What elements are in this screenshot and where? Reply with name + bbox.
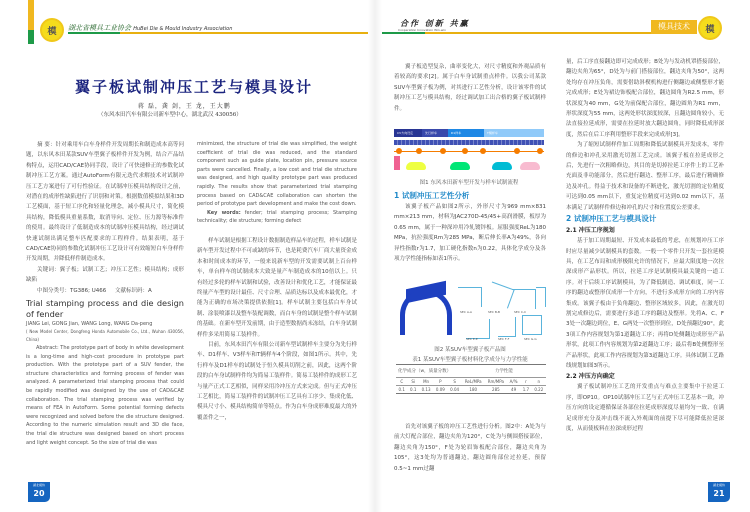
section-view (458, 287, 482, 307)
page-number-left: 湖北模协 20 (28, 482, 50, 502)
table-row: 0.1 0.1 0.13 0.09 0.04 180 285 49 1.7 0.22 (396, 386, 546, 394)
figure-2-fender-drawing (396, 283, 546, 341)
section-1-heading: 1 试制冲压工艺性分析 (394, 191, 470, 200)
header-rule-yellow-right (425, 32, 651, 34)
milestone-node (480, 148, 486, 154)
article-affiliation: （东风本田汽车有限公司新车型中心，湖北武汉 430056） (98, 112, 242, 118)
abstract-en-continued: minimized, the structure of trial die was simplified, the weight coefficient of trial die was reduced, and the standard component such as guide plate, location pin, pressure source parts were cancelled. Finally, a low cost and trial die structure was designed, and high quality prototype part was produced rapidly. The results show that parameterized trial stamping process based on CAD&CAE collaboration can shorten the period of prototype part development and make the cost down. (197, 141, 357, 208)
keywords-en: Key words: fender; trial stamping process; Stamping technicality; die structure; forming defect (197, 209, 357, 225)
slogan: 合作 创新 共赢 (400, 19, 470, 28)
association-logo-right: 模 (698, 16, 722, 40)
section-tag: 模具技术 (651, 20, 697, 34)
header-accent-bar-green (28, 30, 34, 44)
figure-2-caption: 图2 某SUV车型翼子板产品图 (434, 347, 506, 353)
intro-paragraph-1: 样车试制是根据工程设计数据制造样品车的过程，样车试制是新车型开发过程中不可或缺的环节，也是耗费汽车厂商大量资金成本和时间成本的环节，一般来说新车型的开发需要试制上百台样车，单台样车的试制成本大致是量产车制造成本的10倍以上。只有经过多轮的样车试制和试验，改善设计和优化工艺，才能保证最终量产车型的设计最佳、尺寸合理、品质达标以及成本最优化，才能为正确的市场决策提供依据[1]。样车试制主要包括白车身试制、涂装喷漆以及整车装配调数，而白车身的试制是整个样车试制的基础。在新车型开发前期，由于造型数据尚未冻结，白车身试制样件多采用简易工装样件。 (197, 237, 357, 338)
column-1 (26, 140, 184, 447)
header-rule-green (68, 32, 120, 34)
section-2-1-paragraph: 基于加工周期最短、开发成本最低的考虑，在规划冲压工序时应尽量减少试制模具的套数。一般一个零件只开发一套拉延模具，在工艺布局和成形极限允许的情况下，应最大限度地一次拉深成形产品形状。所以，拉延工序是试制模具最关键的一道工序。对于后续工序试制模具，为了降低制造、调试难度，同一工序的翻边或整形仅成形一个方向，不进行多成形方向的工序内容集成。该翼子板由于负角翻边、整形区域较多，因此，在激光切割完成修边后，需要进行多道工序的翻边及整形。先将A、C、F 3处一次翻边到位，E、G两处一次整形到位，D处预翻边90°，此3项工作内容规划为第1道翻边工序；再将D处侧翻边成形至产品形状，此项工作内容规划为第2道翻边工序；最后将B处侧整形至产品形状，此项工作内容规划为第3道翻边工序。具体试制工艺路线规划如图3所示。 (566, 238, 724, 369)
section-1 (394, 190, 546, 264)
table-header-row: C Si Mn P S ReL/MPa Rm/MPa A/% r n (396, 378, 546, 386)
table-group-header: 力学性能 (462, 365, 546, 378)
page-number-right: 湖北模协 21 (708, 482, 730, 502)
column-3 (394, 62, 546, 114)
association-name: 湖北省模具工业协会 HuBei Die & Mould Industry Association (68, 24, 233, 32)
milestone-node (416, 148, 422, 154)
header-rule-green-right (375, 32, 425, 34)
section-view (512, 289, 536, 309)
section-view (498, 317, 516, 337)
slogan-en: Cooperation Innovation Win-win (398, 28, 447, 32)
section-label: SEC E-E (466, 337, 478, 341)
car-icon-t (520, 162, 540, 170)
column-4 (566, 57, 724, 434)
section-label: SEC G-G (524, 337, 537, 341)
table-1-material-properties (396, 364, 546, 394)
phase-bar: T辆样车 (484, 129, 544, 137)
abstract-en: Abstract: The prototype part of body in white development is a long-time and high-cost procedure in prototype part production. With the prototype part of a SUV fender, the structure characteristics and forming process of fender was analyzed. A parameterized trial stamping process that could be rapidly modified was designed by the use of CAD&CAE collaboration. The trial stamping process was verified by means of FEA in AutoForm. Some potential forming defects were recognized and solved before the die structure designed. According to the numeric simulation result and 3D die face, the trial die structure was designed based on short process and light weight concept. So the size of trial die was (26, 345, 184, 446)
section-view (536, 287, 546, 307)
milestone-node (462, 148, 468, 154)
phase-bar: CV方向设定 (394, 129, 422, 137)
section-2-2-paragraph: 翼子板试制冲压工艺的开发重点与难点主要集中于拉延工序，即OP10。OP10试制冲压工艺与正式冲压工艺基本一致，冲压方向的设定遵循保证各部位拉延成形深度尽量均匀一致、在满足成形充分及冲击线不流入外观面的前提下尽可能降低拉延深度，从而使板料在拉深成形过程 (566, 384, 724, 432)
milestone-node (514, 148, 520, 154)
figure-1-process-flow (394, 123, 544, 175)
section-label: SEC A-A (460, 310, 472, 314)
col4-paragraph-2: 为了缩短试制样件加工周期和降低试制模具开发成本，零件的修边和冲孔采用激光切割工艺完成。该翼子板在拉延成形之后，先进行一次粗略修边，其目的是切掉拉延工序件上的工艺补充面及非功能部分，然后进行翻边、整形工序，最后进行精确修边及冲孔。得益于技术和设备的不断进化，激光切割的定位精度可达到0.05 mm以下，重复定位精度可达到0.02 mm以下，基本满足了试制样件修边和冲孔的尺寸和位置度公差要求。 (566, 142, 724, 211)
section-2-1-heading: 2.1 冲压工序规划 (566, 227, 615, 235)
section-view (522, 315, 542, 335)
section-view (466, 319, 490, 339)
page-gutter (368, 0, 382, 512)
section-label: SEC B-B (488, 310, 500, 314)
car-icon-d1 (450, 162, 470, 170)
section-1-paragraph: 该翼子板产品如图2所示，外形尺寸为969 mm×831 mm×213 mm，材料为JAC270D-45/45+高润滑膜，板厚为0.65 mm，属于一种深冲用冷轧镀锌板。屈服强度ReL为180 MPa，抗拉强度Rm为285 MPa，断后伸长率A为49%，各向异性指数r为1.7，加工硬化指数n为0.22，具体化学成分及各项力学性能指标如表1所示。 (394, 204, 546, 263)
header-accent-bar (28, 0, 34, 30)
timeline-ruler (394, 140, 544, 145)
title-en: Trial stamping process and die design of fender (26, 298, 184, 320)
legend-box (394, 156, 400, 170)
section-1-paragraph-2: 首先对该翼子板的冲压工艺性进行分析。图2中：A处为与前大灯配合部位，翻边夹角为120°，C处为与侧围搭接部位，翻边夹角为150°，F处为轮眉饰板配合部位，翻边夹角为105°，这3处均为普通翻边，翻边圆角部位过拉延，预留0.5~1 mm过翻 (394, 424, 546, 472)
table-group-header: 化学成分（w，质量分数） (396, 365, 462, 378)
figure-1-caption: 图1 东风本田新车型开发与样车试制流程 (419, 180, 519, 186)
article-title: 翼子板试制冲压工艺与模具设计 (75, 78, 314, 96)
section-2-2-heading: 2.2 冲压方向确定 (566, 373, 615, 381)
header-rule-yellow (120, 32, 375, 34)
abstract-cn: 摘 要：针对乘用车白车身样件开发周期长和制造成本高等问题，以东风本田某款SUV车型翼子板样件开发为例，结合产品结构特点，运用CAD/CAE协同手段，设计了可快速修正的参数化试制冲压工艺方案。通过AutoForm有限元迭代求解技术对试制冲压工艺方案进行了可行性验证。在试制冲压模具结构设计之前，对潜在的成形性缺陷进行了识别和对策。根据数值模拟结果和3D工艺模面，基于短工序化和轻量化理念，减小模具尺寸，简化模具结构，降低模具重量系数，取消导向、定位、压力源等标准件的使用。最终设计了低制造成本的试制冲压模具结构，经过调试快速试制出满足整车匹配要求的工程样件。结果表明，基于CAD/CAE协同的参数化试制冲压工艺设计可有效缩短白车身样件开发周期，并降低样件制造成本。 (26, 142, 184, 263)
association-logo: 模 (40, 18, 64, 42)
keywords-cn: 关键词：翼子板；试制工艺；冲压工艺性；模具结构；成形缺陷 (26, 266, 184, 284)
section-1-continued (394, 422, 546, 474)
section-label: SEC F-F (498, 337, 510, 341)
column-2 (197, 140, 357, 423)
section-2-heading: 2 试制冲压工艺与模具设计 (566, 214, 657, 224)
car-icon-pre-production (406, 162, 426, 170)
car-icon-v3 (492, 162, 512, 170)
col4-paragraph-1: 量，后工序直接翻边即可完成成形；B处为与发动机罩搭接部位，翻边夹角为65°，D处为与前门搭接部位，翻边夹角为50°，这两处均存在冲压负角，需要借助斜楔机构进行侧翻边或侧整形才能完成成形；E处为裙边饰板配合部位，翻边圆角为R2.5 mm，形状深度为40 mm，G处为前保配合部位，翻边圆角为R1 mm，形状深度为55 mm，这两处形状深度较深，且翻边圆角较小，无法直接拉延成形，需要在拉延时放大翻边圆角，同时降低成形深度，然后在后工序利用整形手段来完成成形[3]。 (566, 59, 724, 138)
col3-paragraph: 翼子板造型复杂，曲率变化大，对尺寸精度和外观品质有着较高的要求[2]。属于白车身试制重点样件。以我公司某款SUV车型翼子板为例，对其进行工艺性分析，设计该零件的试制冲压工艺与模具结构，经过调试加工出合格的翼子板试制样件。 (394, 64, 546, 112)
phase-bar: D1样车 (448, 129, 484, 137)
milestone-node (396, 148, 402, 154)
section-view (485, 281, 514, 308)
affiliation-en: ( New Model Center, Dongfeng Honda Automobile Co., Ltd., Wuhan 430056, China) (26, 329, 184, 343)
phase-bar: 先行样车 (422, 129, 448, 137)
authors-en: JIANG Lei, GONG Jian, WANG Long, WANG Da-peng (26, 321, 153, 328)
milestone-node (440, 148, 446, 154)
fender-shape (400, 289, 452, 335)
milestone-node (537, 148, 543, 154)
article-authors: 蒋 磊，龚 剑，王 龙，王大鹏 (138, 103, 231, 110)
classification: 中图分类号：TG386; U466 文献标识码：A (37, 287, 152, 294)
table-1-caption: 表1 某SUV车型翼子板材料化学成分与力学性能 (412, 357, 528, 363)
intro-paragraph-2: 目前，东风本田汽车有限公司新车型试制样车主要分为先行样车、D1样车、V3样车和T辆样车4个阶段，如图1所示。其中，先行样车及D1样车的试制处于恒久模具切削之前，因此，这两个阶段的白车身试制样件均为简易工装样件。简易工装样件的成形工艺与量产正式工艺相似，同样采用冷冲压方式来完成。但与正式冲压工艺相比，简易工装样件的试制冲压工艺具有工序少、集成化低、模具尺寸小、模具结构简单等特点。作为白车身成形难度最大的外覆盖件之一， (197, 342, 357, 421)
section-label: SEC C-C (514, 310, 527, 314)
